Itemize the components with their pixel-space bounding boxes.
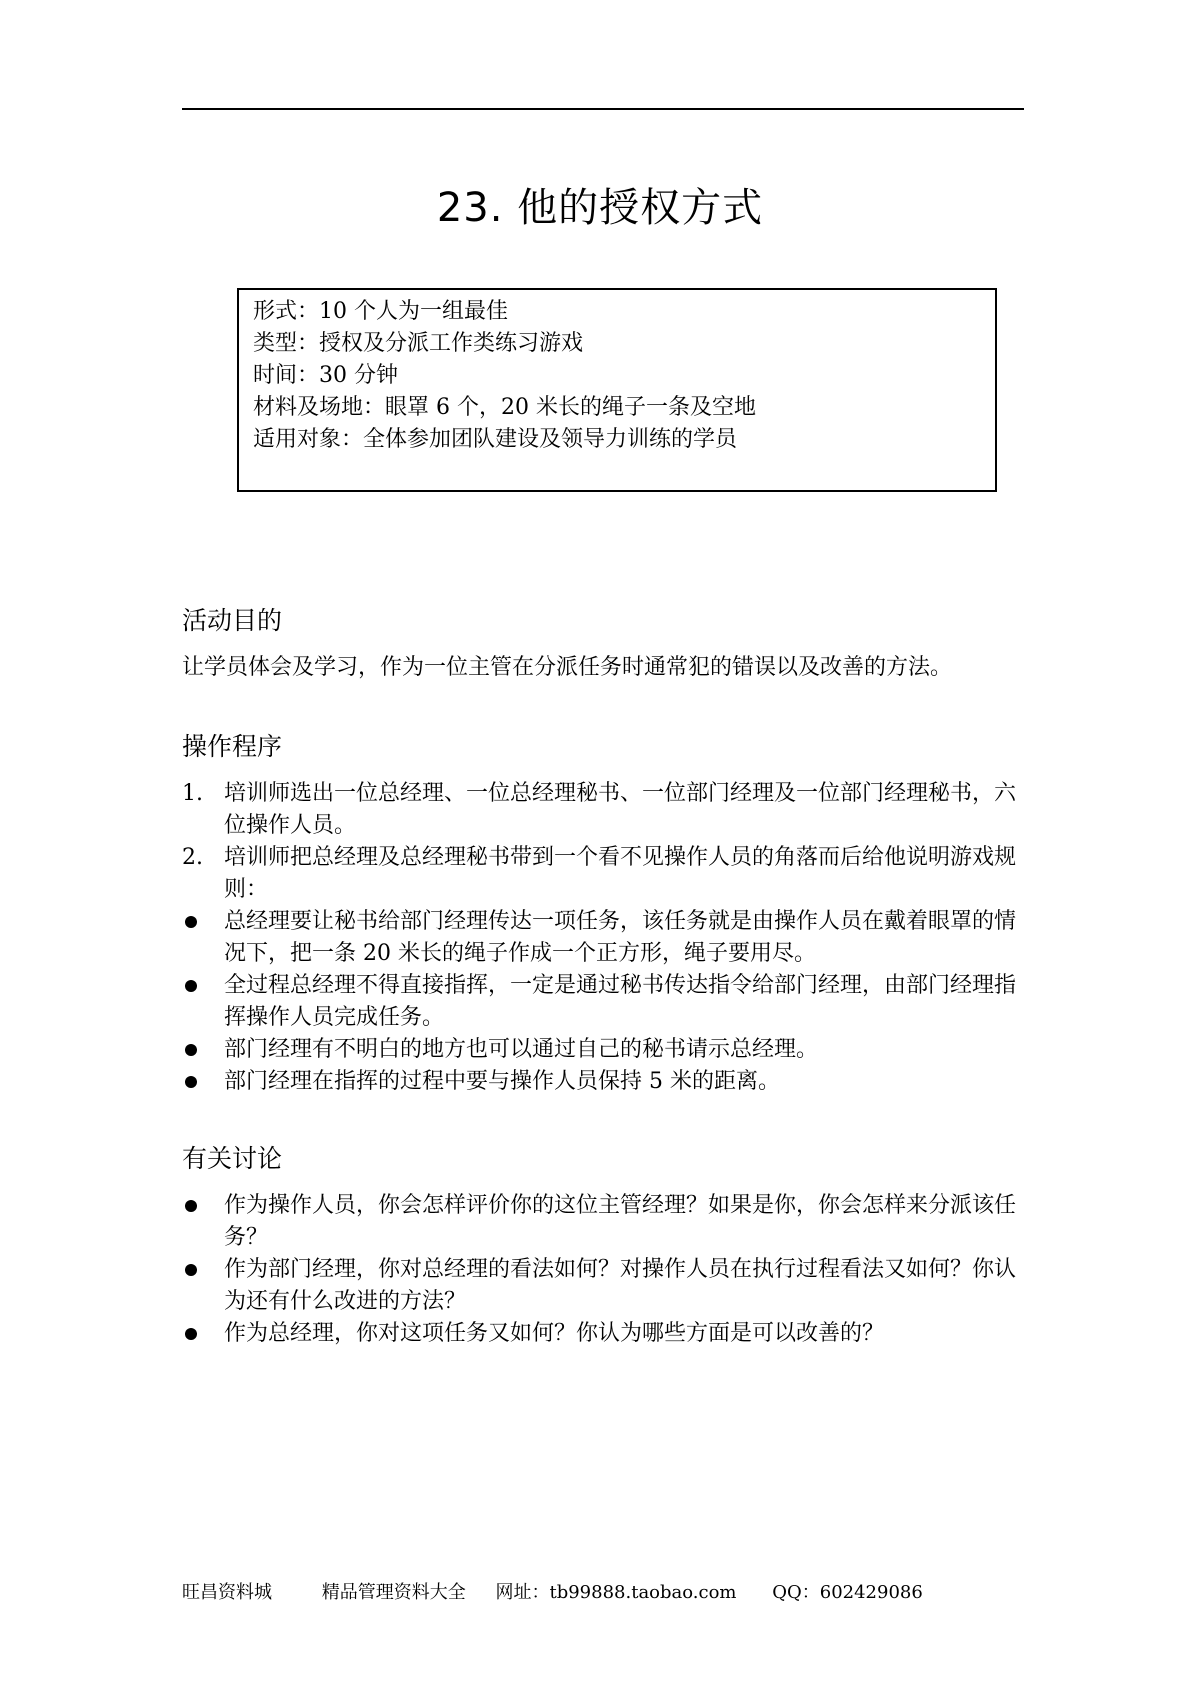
procedure-heading: 操作程序 [182, 732, 283, 761]
footer-qq: QQ：602429086 [772, 1582, 923, 1603]
discussion-list [182, 1190, 1022, 1350]
procedure-list [182, 778, 1022, 1098]
bullet-icon [185, 980, 197, 992]
objective-heading: 活动目的 [182, 606, 283, 635]
procedure-rule [182, 1034, 1022, 1066]
procedure-step [182, 778, 1022, 842]
header-rule [182, 108, 1024, 110]
bullet-icon [185, 1328, 197, 1340]
page-title: 23. 他的授权方式 [436, 185, 764, 231]
procedure-rule [182, 906, 1022, 970]
bullet-icon [185, 916, 197, 928]
discussion-question [182, 1318, 1022, 1350]
bullet-icon [185, 1076, 197, 1088]
question-text: 作为操作人员，你会怎样评价你的这位主管经理？如果是你，你会怎样来分派该任务？ [224, 1193, 1017, 1250]
discussion-question [182, 1190, 1022, 1254]
step-number: 2. [182, 845, 203, 870]
discussion-question [182, 1254, 1022, 1318]
step-text: 培训师选出一位总经理、一位总经理秘书、一位部门经理及一位部门经理秘书，六位操作人员。 [224, 781, 1017, 838]
bullet-icon [185, 1264, 197, 1276]
rule-text: 部门经理在指挥的过程中要与操作人员保持 5 米的距离。 [224, 1069, 780, 1094]
info-type: 类型：授权及分派工作类练习游戏 [253, 331, 584, 356]
step-text: 培训师把总经理及总经理秘书带到一个看不见操作人员的角落而后给他说明游戏规则： [224, 845, 1017, 902]
rule-text: 总经理要让秘书给部门经理传达一项任务，该任务就是由操作人员在戴着眼罩的情况下，把一条 20 米长的绳子作成一个正方形，绳子要用尽。 [224, 909, 1017, 966]
info-materials: 材料及场地：眼罩 6 个，20 米长的绳子一条及空地 [253, 395, 756, 420]
rule-text: 部门经理有不明白的地方也可以通过自己的秘书请示总经理。 [224, 1037, 819, 1062]
procedure-step [182, 842, 1022, 906]
footer-tagline: 精品管理资料大全 [321, 1582, 466, 1603]
footer-website: 网址：tb99888.taobao.com [495, 1582, 737, 1603]
objective-text: 让学员体会及学习，作为一位主管在分派任务时通常犯的错误以及改善的方法。 [182, 655, 953, 680]
bullet-icon [185, 1200, 197, 1212]
procedure-rule [182, 970, 1022, 1034]
info-box [237, 288, 997, 492]
page-footer [182, 1580, 923, 1606]
question-text: 作为总经理，你对这项任务又如何？你认为哪些方面是可以改善的？ [224, 1321, 885, 1346]
step-number: 1. [182, 781, 203, 806]
info-format: 形式：10 个人为一组最佳 [253, 299, 508, 324]
info-time: 时间：30 分钟 [253, 363, 398, 388]
bullet-icon [185, 1044, 197, 1056]
procedure-rule [182, 1066, 1022, 1098]
rule-text: 全过程总经理不得直接指挥，一定是通过秘书传达指令给部门经理，由部门经理指挥操作人员完成任务。 [224, 973, 1017, 1030]
footer-shop: 旺昌资料城 [182, 1582, 272, 1603]
discussion-heading: 有关讨论 [182, 1144, 283, 1173]
info-audience: 适用对象：全体参加团队建设及领导力训练的学员 [253, 427, 738, 452]
question-text: 作为部门经理，你对总经理的看法如何？对操作人员在执行过程看法又如何？你认为还有什么改进的方法？ [224, 1257, 1017, 1314]
